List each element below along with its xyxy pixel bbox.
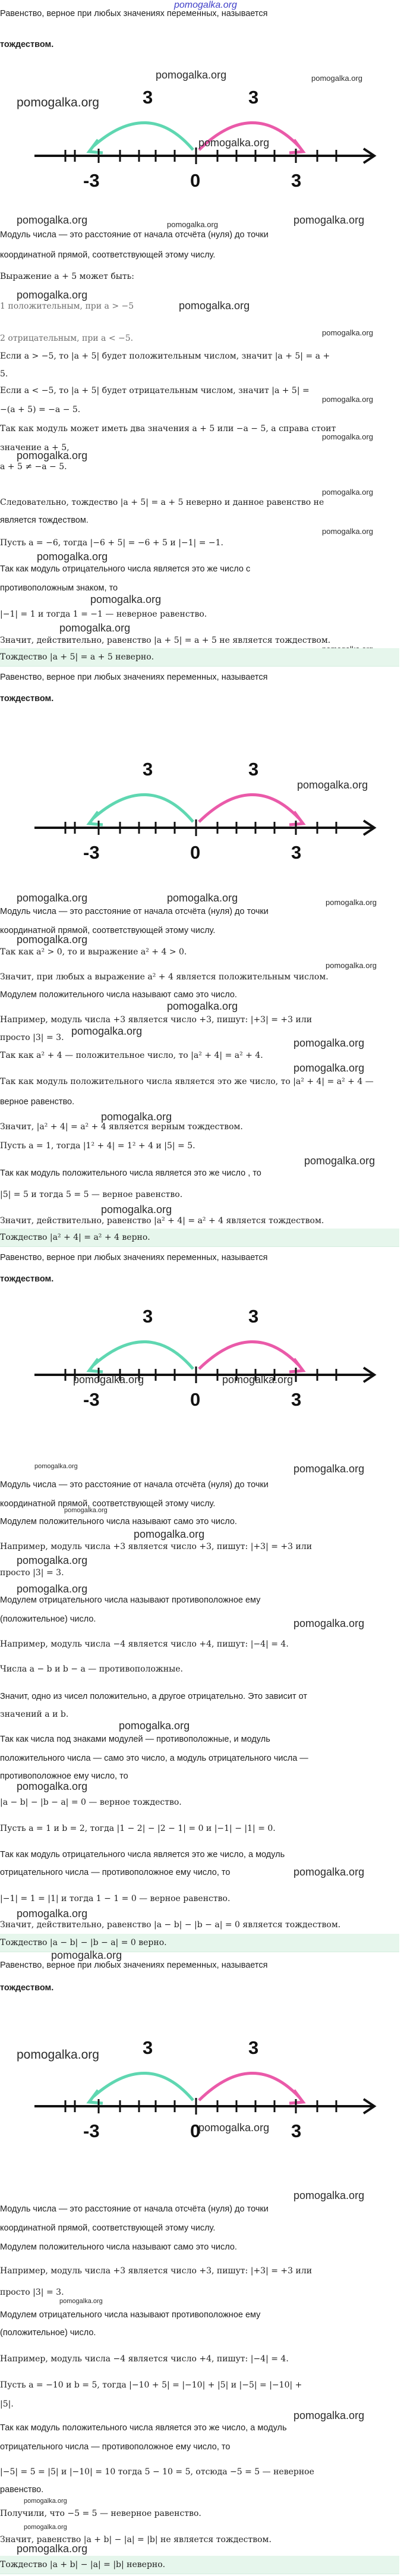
watermark: pomogalka.org [17,1780,88,1792]
tick-label-0: 0 [190,170,201,191]
text-line: Значит, равенство |a + b| − |a| = |b| не является тождеством. [0,2535,272,2544]
text-line: Так как модуль положительного числа является это же число , то [0,1168,261,1178]
number-line-svg [0,1302,404,1457]
watermark: pomogalka.org [167,220,218,229]
watermark: pomogalka.org [51,1949,122,1961]
text-line: Например, модуль числа −4 является число +4, пишут: |−4| = 4. [0,2354,289,2364]
text-line: противоположным знаком, то [0,583,118,593]
text-line: Пусть a = 1 и b = 2, тогда |1 − 2| − |2 − 1| = 0 и |−1| − |1| = 0. [0,1824,276,1833]
watermark: pomogalka.org [101,1204,172,1215]
text-line: Так как числа под знаками модулей — противоположные, и модуль [0,1735,270,1744]
watermark: pomogalka.org [71,1025,143,1037]
right-distance-label: 3 [248,759,259,780]
watermark: pomogalka.org [293,2409,365,2421]
answer-box [0,1229,399,1247]
text-line: |a − b| − |b − a| = 0 — верное тождество. [0,1798,182,1807]
text-line: Значит, |a² + 4| = a² + 4 является верным тождеством. [0,1122,243,1132]
text-line: верное равенство. [0,1097,75,1107]
left-distance-label: 3 [143,2037,153,2058]
watermark: pomogalka.org [322,395,373,404]
watermark: pomogalka.org [311,74,362,83]
watermark: pomogalka.org [297,779,368,791]
text-line: |5|. [0,2399,14,2409]
watermark: pomogalka.org [293,214,365,226]
text-line: Значит, действительно, равенство |a² + 4| = a² + 4 является тождеством. [0,1216,324,1226]
text-line: значение a + 5, [0,443,70,453]
right-distance-label: 3 [248,2037,259,2058]
number-line-svg [0,2034,404,2188]
watermark: pomogalka.org [17,289,88,301]
text-line: Так как модуль отрицательного числа является это же число с [0,564,251,574]
watermark: pomogalka.org [37,551,108,563]
answer-box [0,2556,399,2574]
tick-label-0: 0 [190,1389,201,1410]
text-line: Модуль числа — это расстояние от начала отсчёта (нуля) до точки [0,230,269,240]
site-header[interactable]: pomogalka.org [174,0,237,10]
watermark: pomogalka.org [59,622,131,634]
number-line-figure [0,2034,404,2188]
intro-term: тождеством. [0,1274,54,1284]
intro-text [0,8,404,19]
tick-label-3: 3 [291,1389,302,1410]
text-line: Пусть a = 1, тогда |1² + 4| = 1² + 4 и |5| = 5. [0,1141,195,1151]
text-line: координатной прямой, соответствующей этому числу. [0,926,216,935]
watermark: pomogalka.org [73,1374,144,1386]
text-line: Получили, что −5 = 5 — неверное равенство. [0,2509,201,2518]
watermark: pomogalka.org [156,69,227,81]
text-line: Так как модуль отрицательного числа является это же число, а модуль [0,1850,285,1859]
text-line: координатной прямой, соответствующей этому числу. [0,2223,216,2233]
intro-sentence: Равенство, верное при любых значениях переменных, называется [0,9,268,18]
tick-label-3: 3 [291,2121,302,2141]
watermark: pomogalka.org [64,1507,108,1514]
left-distance-label: 3 [143,87,153,108]
watermark: pomogalka.org [24,2498,67,2505]
intro-term: тождеством. [0,1983,54,1993]
text-line: координатной прямой, соответствующей этому числу. [0,1499,216,1509]
answer-text: Тождество |a + 5| = a + 5 неверно. [0,652,154,662]
text-line: Например, модуль числа +3 является число +3, пишут: |+3| = +3 или [0,1542,313,1551]
watermark: pomogalka.org [293,1463,365,1475]
text-line: Пусть a = −10 и b = 5, тогда |−10 + 5| = |−10| + |5| и |−5| = |−10| + [0,2380,302,2390]
text-line: 2 отрицательным, при a < −5. [0,334,134,343]
watermark: pomogalka.org [17,2048,99,2062]
right-distance-label: 3 [248,87,259,108]
text-line: (положительное) число. [0,2328,96,2338]
watermark: pomogalka.org [293,2189,365,2201]
text-line: Числа a − b и b − a — противоположные. [0,1664,183,1674]
text-line: является тождеством. [0,516,89,525]
number-line-figure [0,755,404,910]
watermark: pomogalka.org [326,961,377,970]
text-line: Значит, при любых a выражение a² + 4 является положительным числом. [0,972,329,982]
text-line: Модуль числа — это расстояние от начала отсчёта (нуля) до точки [0,907,269,916]
watermark: pomogalka.org [198,137,270,149]
text-line: Если a < −5, то |a + 5| будет отрицательным числом, значит |a + 5| = [0,386,310,395]
watermark: pomogalka.org [17,1554,88,1566]
answer-box [0,648,399,667]
text-line: Модулем отрицательного числа называют противоположное ему [0,2310,261,2320]
text-line: Значит, действительно, равенство |a + 5| = a + 5 не является тождеством. [0,636,331,645]
watermark: pomogalka.org [322,432,373,441]
text-line: координатной прямой, соответствующей этому числу. [0,250,216,260]
text-line: Модулем положительного числа называют само это число. [0,990,237,1000]
text-line: 5. [0,369,8,379]
text-line: отрицательного числа — противоположное ему число, то [0,1868,231,1877]
text-line: Модуль числа — это расстояние от начала отсчёта (нуля) до точки [0,1480,269,1490]
text-line: Модулем положительного числа называют само это число. [0,1517,237,1526]
text-line: Значит, действительно, равенство |a − b| − |b − a| = 0 является тождеством. [0,1920,341,1930]
left-distance-label: 3 [143,1306,153,1327]
text-line: a + 5 ≠ −a − 5. [0,462,67,472]
watermark: pomogalka.org [17,1583,88,1595]
tick-label-neg3: -3 [83,1389,100,1410]
tick-label-neg3: -3 [83,170,100,191]
text-line: Следовательно, тождество |a + 5| = a + 5 неверно и данное равенство не [0,498,324,507]
number-line-svg [0,755,404,910]
watermark: pomogalka.org [179,300,250,312]
text-line: Выражение a + 5 может быть: [0,272,134,281]
left-arc [93,122,193,150]
watermark: pomogalka.org [322,527,373,536]
watermark: pomogalka.org [167,892,238,904]
watermark: pomogalka.org [167,1000,238,1012]
watermark: pomogalka.org [59,2298,103,2305]
watermark: pomogalka.org [17,96,99,109]
watermark: pomogalka.org [322,488,373,497]
text-line: (положительное) число. [0,1614,96,1624]
watermark: pomogalka.org [326,898,377,907]
tick-label-3: 3 [291,170,302,191]
watermark: pomogalka.org [119,1720,190,1732]
text-line: |−5| = 5 = |5| и |−10| = 10 тогда 5 − 10 = 5, отсюда −5 = 5 — неверное [0,2467,314,2477]
text-line: Модуль числа — это расстояние от начала отсчёта (нуля) до точки [0,2204,269,2214]
tick-label-0: 0 [190,842,201,863]
watermark: pomogalka.org [134,1528,205,1540]
number-line-figure [0,1302,404,1457]
intro-text: Равенство, верное при любых значениях переменных, называется [0,1253,268,1262]
intro-text: Равенство, верное при любых значениях переменных, называется [0,673,268,682]
text-line: Так как модуль может иметь два значения a + 5 или −a − 5, а справа стоит [0,424,336,433]
text-line: Например, модуль числа +3 является число +3, пишут: |+3| = +3 или [0,1015,313,1025]
watermark: pomogalka.org [293,1062,365,1074]
text-line: противоположное ему число, то [0,1771,128,1781]
text-line: |5| = 5 и тогда 5 = 5 — верное равенство. [0,1190,183,1199]
watermark: pomogalka.org [322,328,373,337]
text-line: 1 положительным, при a > −5 [0,301,134,311]
watermark: pomogalka.org [17,934,88,945]
text-line: просто |3| = 3. [0,2288,64,2297]
text-line: |−1| = 1 и тогда 1 = −1 — неверное равенство. [0,610,207,619]
tick-label-0: 0 [190,2121,201,2141]
text-line: Модулем отрицательного числа называют противоположное ему [0,1595,261,1605]
left-distance-label: 3 [143,759,153,780]
text-line: Модулем положительного числа называют само это число. [0,2242,237,2252]
answer-text: Тождество |a + b| − |a| = |b| неверно. [0,2560,166,2569]
text-line: значений a и b. [0,1710,69,1719]
watermark: pomogalka.org [17,214,88,226]
text-line: Например, модуль числа +3 является число +3, пишут: |+3| = +3 или [0,2266,313,2276]
tick-label-3: 3 [291,842,302,863]
watermark: pomogalka.org [198,2122,270,2134]
text-line: Например, модуль числа −4 является число +4, пишут: |−4| = 4. [0,1639,289,1649]
intro-term: тождеством. [0,40,54,49]
watermark: pomogalka.org [34,1463,78,1470]
text-line: Пусть a = −6, тогда |−6 + 5| = −6 + 5 и |−1| = −1. [0,538,223,548]
text-line: Так как модуль положительного числа является это же число, а модуль [0,2423,287,2433]
watermark: pomogalka.org [17,450,88,461]
text-line: просто |3| = 3. [0,1033,64,1042]
watermark: pomogalka.org [24,2524,67,2531]
text-line: −(a + 5) = −a − 5. [0,405,81,414]
watermark: pomogalka.org [17,892,88,904]
watermark: pomogalka.org [17,2543,88,2555]
watermark: pomogalka.org [304,1155,375,1167]
text-line: равенство. [0,2485,44,2495]
tick-label-neg3: -3 [83,2121,100,2141]
watermark: pomogalka.org [293,1037,365,1049]
watermark: pomogalka.org [222,1374,293,1386]
text-line: Так как модуль положительного числа является это же число, то |a² + 4| = a² + 4 — [0,1077,374,1086]
watermark: pomogalka.org [90,593,162,605]
watermark: pomogalka.org [101,1111,172,1123]
text-line: отрицательного числа — противоположное ему число, то [0,2442,231,2452]
watermark: pomogalka.org [293,1866,365,1878]
answer-text: Тождество |a − b| − |b − a| = 0 верно. [0,1938,167,1947]
text-line: |−1| = 1 = |1| и тогда 1 − 1 = 0 — верное равенство. [0,1894,231,1903]
watermark: pomogalka.org [293,1617,365,1629]
text-line: положительного числа — само это число, а модуль отрицательного числа — [0,1754,308,1763]
intro-term: тождеством. [0,694,54,703]
text-line: Значит, одно из чисел положительно, а другое отрицательно. Это зависит от [0,1692,307,1701]
text-line: просто |3| = 3. [0,1568,64,1578]
text-line: Если a > −5, то |a + 5| будет положительным числом, значит |a + 5| = a + [0,351,330,361]
text-line: Так как a² + 4 — положительное число, то |a² + 4| = a² + 4. [0,1051,263,1060]
intro-text: Равенство, верное при любых значениях переменных, называется [0,1961,268,1970]
text-line: Так как a² > 0, то и выражение a² + 4 > 0. [0,947,187,957]
right-distance-label: 3 [248,1306,259,1327]
watermark: pomogalka.org [17,1908,88,1920]
tick-label-neg3: -3 [83,842,100,863]
answer-text: Тождество |a² + 4| = a² + 4 верно. [0,1233,150,1242]
